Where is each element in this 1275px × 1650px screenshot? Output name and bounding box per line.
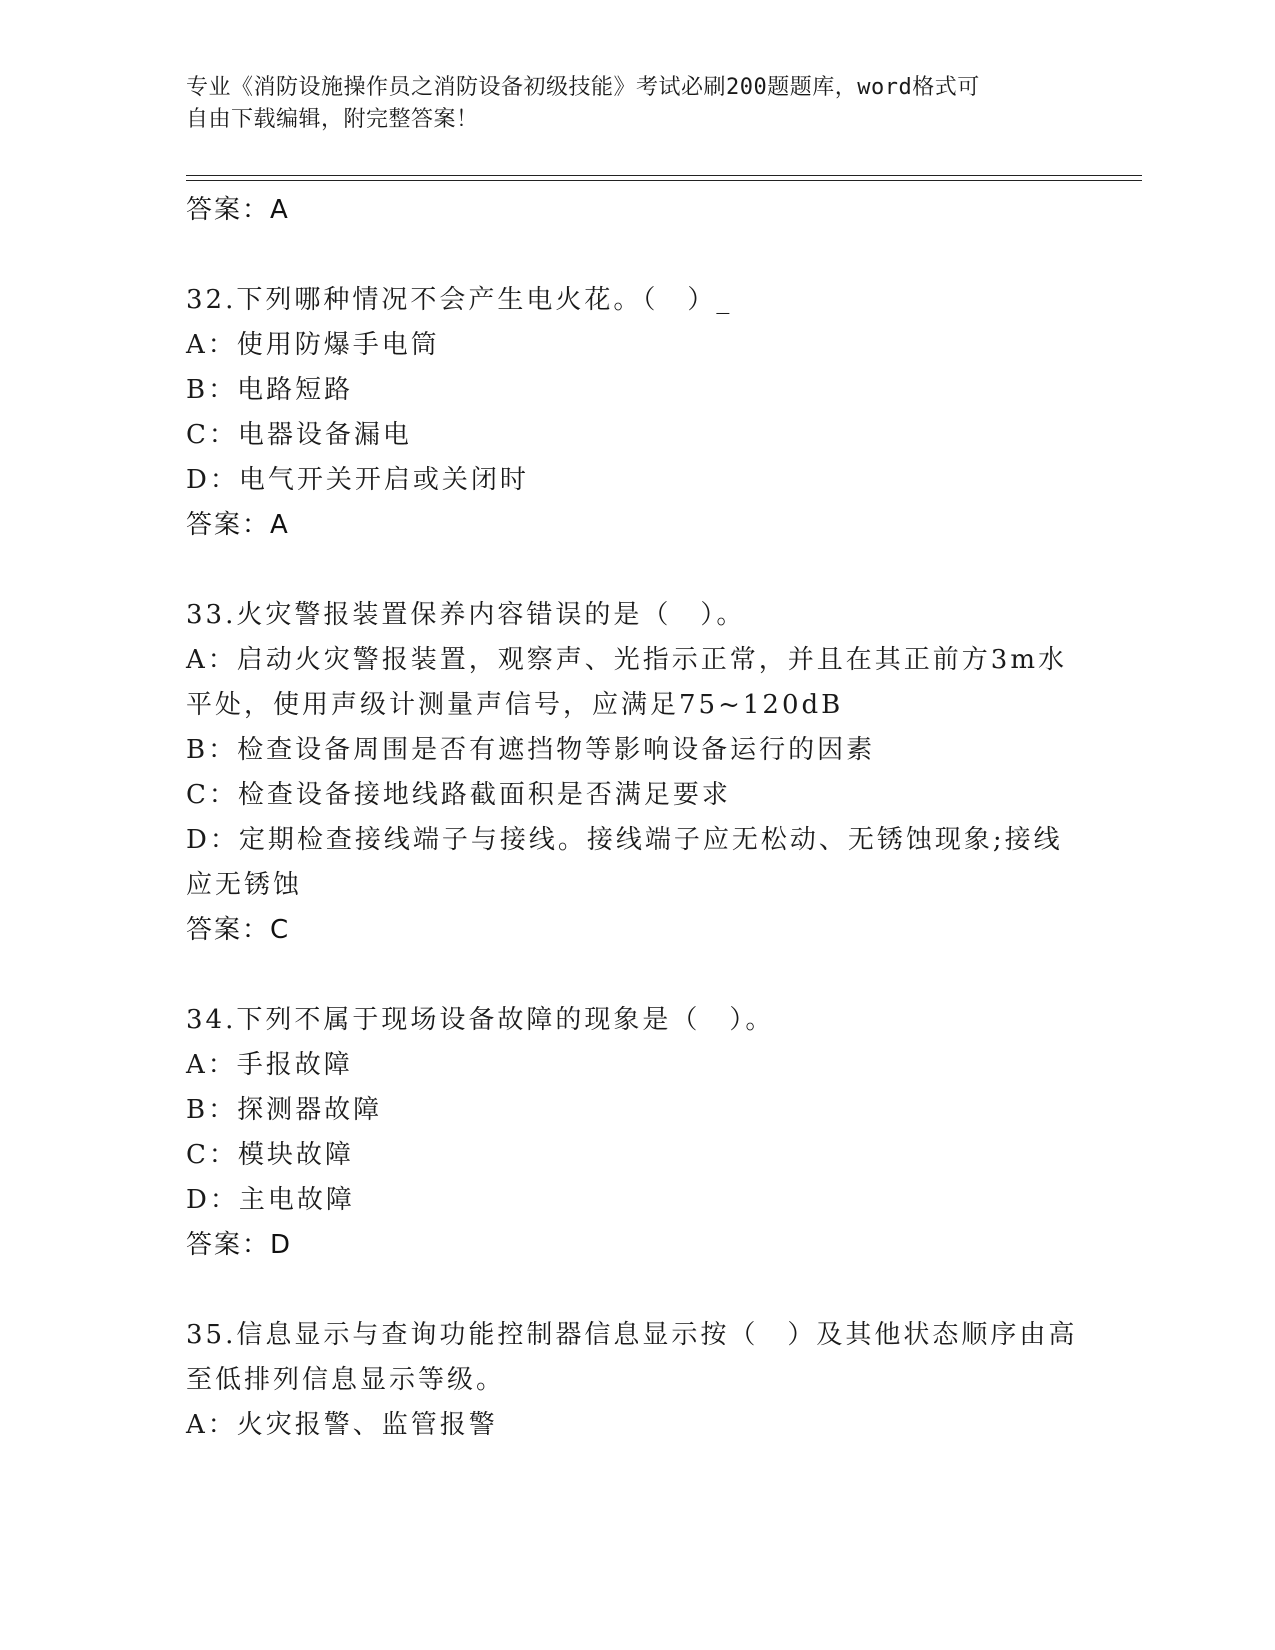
question-block — [186, 278, 1086, 593]
option-text: D：电气开关开启或关闭时 — [186, 465, 529, 495]
answer-text: 答案：D — [186, 1230, 293, 1260]
option-text: B：电路短路 — [186, 375, 354, 405]
option-text: C：模块故障 — [186, 1140, 354, 1170]
spacer — [186, 1268, 1086, 1313]
question-block — [186, 998, 1086, 1313]
question-content — [186, 188, 1086, 1448]
question-text: 至低排列信息显示等级。 — [186, 1365, 506, 1395]
option-text: D：主电故障 — [186, 1185, 355, 1215]
option-text: C：检查设备接地线路截面积是否满足要求 — [186, 780, 731, 810]
answer-text: 答案：A — [186, 510, 290, 540]
option-text: A：手报故障 — [186, 1050, 353, 1080]
question-text: 34.下列不属于现场设备故障的现象是（ ）。 — [186, 1005, 775, 1035]
option-text: A：使用防爆手电筒 — [186, 330, 440, 360]
question-text: 35.信息显示与查询功能控制器信息显示按（ ）及其他状态顺序由高 — [186, 1320, 1078, 1350]
header-divider — [186, 175, 1142, 176]
question-text: 33.火灾警报装置保养内容错误的是（ ）。 — [186, 600, 746, 630]
spacer — [186, 953, 1086, 998]
question-list — [186, 278, 1086, 1448]
header-divider-double — [186, 180, 1142, 181]
question-text: 32.下列哪种情况不会产生电火花。（ ）_ — [186, 285, 733, 315]
question-block — [186, 593, 1086, 998]
header-line-1: 专业《消防设施操作员之消防设备初级技能》考试必刷200题题库，word格式可 — [186, 75, 980, 100]
option-text: A：启动火灾警报装置，观察声、光指示正常，并且在其正前方3m水 — [186, 645, 1067, 675]
spacer — [186, 233, 1086, 278]
question-block — [186, 1313, 1086, 1448]
option-text: D：定期检查接线端子与接线。接线端子应无松动、无锈蚀现象;接线 — [186, 825, 1063, 855]
spacer — [186, 548, 1086, 593]
document-header — [186, 72, 1066, 136]
option-text: 应无锈蚀 — [186, 870, 303, 900]
option-text: B：探测器故障 — [186, 1095, 383, 1125]
answer-text: 答案：A — [186, 195, 290, 225]
header-line-2: 自由下载编辑，附完整答案！ — [186, 107, 479, 132]
option-text: B：检查设备周围是否有遮挡物等影响设备运行的因素 — [186, 735, 876, 765]
option-text: 平处，使用声级计测量声信号，应满足75~120dB — [186, 690, 844, 720]
option-text: A：火灾报警、监管报警 — [186, 1410, 498, 1440]
option-text: C：电器设备漏电 — [186, 420, 412, 450]
answer-text: 答案：C — [186, 915, 291, 945]
